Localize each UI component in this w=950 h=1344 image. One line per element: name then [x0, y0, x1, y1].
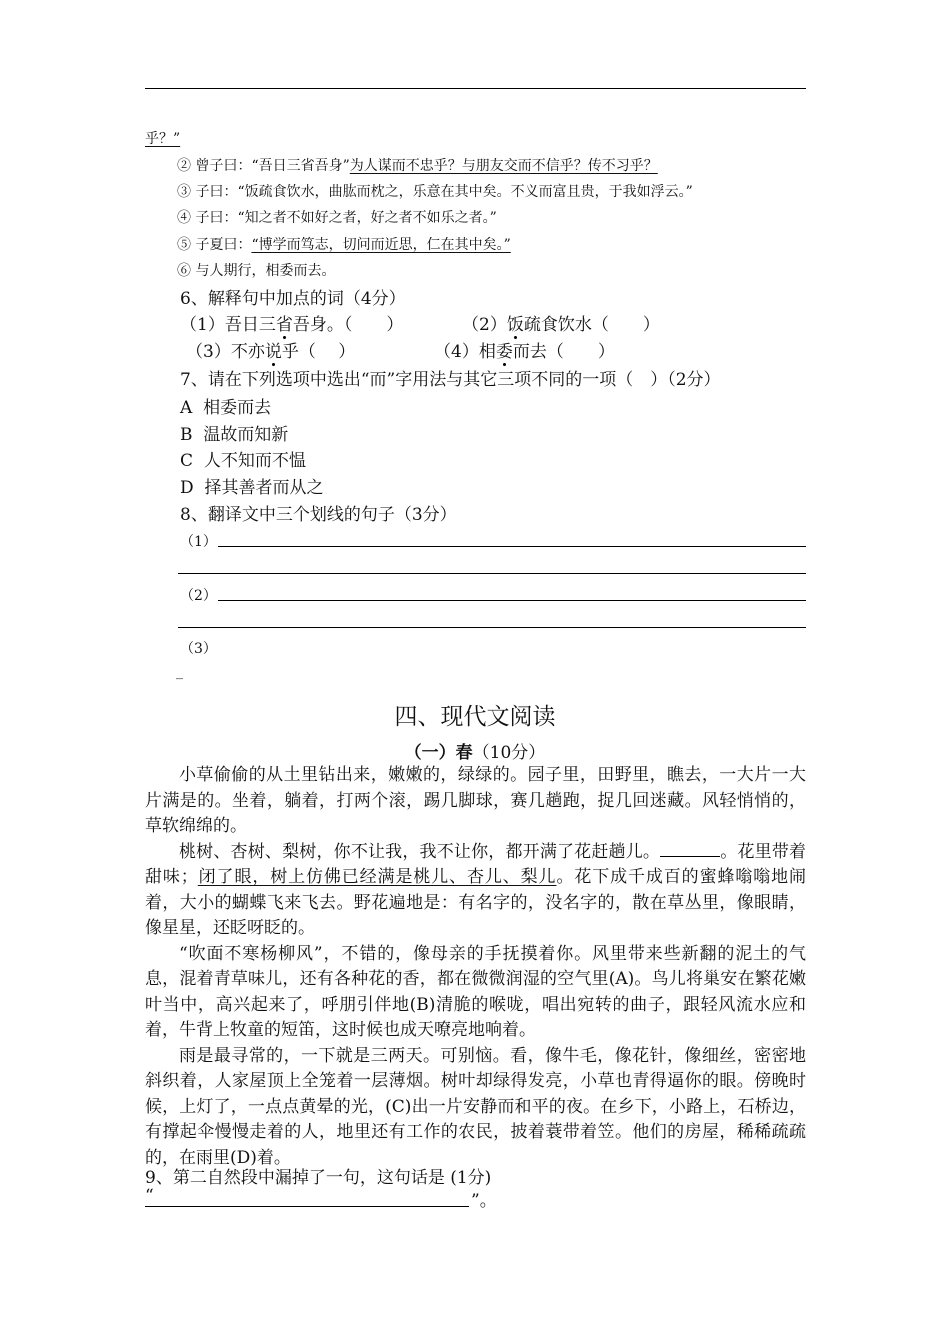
q6-item-3 [186, 337, 355, 362]
q7-option-b[interactable] [180, 420, 288, 445]
q6-text: （3）不亦 [186, 342, 265, 362]
q8-label-2: （2） [180, 588, 217, 604]
quote-num: ② [177, 158, 191, 174]
header-rule [145, 88, 806, 89]
quote-5 [177, 234, 511, 254]
q7-option-d[interactable] [180, 473, 323, 498]
q6-text: 疏食饮水（ ） [523, 315, 660, 335]
quote-num: ③ [177, 184, 191, 200]
q6-text: 吾身。（ ） [292, 315, 404, 335]
underlined-sentence: “博学而笃志，切问而近思，仁在其中矣。” [251, 237, 511, 253]
quote-text: 与人期行，相委而去。 [195, 263, 336, 279]
q9-title: 9、第二自然段中漏掉了一句，这句话是 (1分) [145, 1168, 492, 1188]
paragraph-text: 桃树、杏树、梨树，你不让我，我不让你，都开满了花赶趟儿。 [179, 841, 661, 862]
q7-option-a[interactable] [180, 393, 271, 418]
quote-4 [177, 207, 497, 227]
paragraph-text: 。花下成千成百的蜜蜂嗡嗡地闹着，大小的蝴蝶飞来飞去。野花遍地是：有名字的，没名字的，散在草丛里，像眼睛，像星星，还眨呀眨的。 [145, 867, 807, 938]
option-letter: C [180, 451, 194, 471]
q6-item-4 [434, 337, 615, 362]
option-letter: D [180, 478, 194, 498]
quote-num: ⑤ [177, 237, 191, 253]
q8-label-1: （1） [180, 534, 217, 550]
paragraph-1: 小草偷偷的从土里钻出来，嫩嫩的，绿绿的。园子里，田野里，瞧去，一大片一大片满是的。坐着，躺着，打两个滚，踢几脚球，赛几趟跑，捉几回迷藏。风轻悄悄的，草软绵绵的。 [145, 765, 806, 836]
option-text: 人不知而不愠 [203, 451, 306, 471]
option-text: 相委而去 [203, 398, 272, 418]
q6-text: （2） [462, 315, 507, 335]
quote-text: 子夏曰： [195, 237, 252, 253]
q8-label-3: （3） [180, 641, 217, 657]
missing-sentence-blank[interactable] [660, 842, 720, 857]
q6-title: 6、解释句中加点的词（4分） [180, 289, 406, 309]
paragraph-4: 雨是最寻常的，一下就是三两天。可别恼。看，像牛毛，像花针，像细丝，密密地斜织着，人家屋顶上全笼着一层薄烟。树叶却绿得发亮，小草也青得逼你的眼。傍晚时候，上灯了，一点点黄晕的光，(C)出一片安静而和平的夜。在乡下，小路上，石桥边，有撑起伞慢慢走着的人，地里还有工作的农民，披着蓑带着笠。他们的房屋，稀稀疏疏的，在雨里(D)着。 [145, 1045, 806, 1168]
continued-text: 乎？” [145, 131, 181, 147]
subtitle-bold: （一）春 [404, 743, 473, 763]
option-text: 择其善者而从之 [204, 478, 324, 498]
quote-num: ④ [177, 210, 191, 226]
paragraph-2 [145, 840, 806, 942]
quote-text: 子曰：“知之者不如好之者，好之者不如乐之者。” [195, 210, 497, 226]
passage [145, 763, 806, 1171]
q6-item-2 [462, 310, 660, 335]
paragraph-3: “吹面不寒杨柳风”，不错的，像母亲的手抚摸着你。风里带来些新翻的泥土的气息，混着青草味儿，还有各种花的香，都在微微润湿的空气里(A)。鸟儿将巢安在繁花嫩叶当中，高兴起来了，呼朋引伴地(B)清脆的喉咙，唱出宛转的曲子，跟轻风流水应和着，牛背上牧童的短笛，这时候也成天嘹亮地响着。 [145, 943, 806, 1040]
q8-title: 8、翻译文中三个划线的句子（3分） [180, 505, 457, 525]
option-text: 温故而知新 [203, 425, 289, 445]
quote-6 [177, 260, 335, 280]
quote-2 [177, 155, 658, 175]
underlined-sentence: 为人谋而不忠乎？与朋友交而不信乎？传不习乎？ [349, 158, 658, 174]
dotted-word: 委 [495, 342, 513, 362]
answer-line[interactable] [178, 573, 806, 574]
q6-text: （4）相 [434, 342, 496, 362]
q6-text: （1）吾日三 [180, 315, 276, 335]
dotted-word: 省 [275, 315, 293, 335]
underlined-sentence: 闭了眼，树上仿佛已经满是桃儿、杏儿、梨儿 [197, 867, 557, 887]
q9-open-quote: “ [145, 1186, 154, 1206]
option-letter: A [180, 398, 193, 418]
dotted-word: 说 [264, 342, 282, 362]
q9-answer-line[interactable] [145, 1206, 469, 1207]
q7-option-c[interactable] [180, 446, 306, 471]
q7-title: 7、请在下列选项中选出“而”字用法与其它三项不同的一项（ ）（2分） [180, 370, 721, 390]
q9-close-quote: ”。 [471, 1191, 497, 1211]
quote-text: 子曰：“饭疏食饮水，曲肱而枕之，乐意在其中矣。不义而富且贵，于我如浮云。” [195, 184, 693, 200]
answer-line[interactable] [218, 546, 806, 547]
quote-text: 曾子曰：“吾日三省吾身” [195, 158, 350, 174]
answer-line[interactable] [218, 600, 806, 601]
option-letter: B [180, 425, 193, 445]
q6-text: 而去（ ） [512, 342, 615, 362]
subtitle-score: （10分） [472, 743, 546, 763]
quote-num: ⑥ [177, 263, 191, 279]
q6-text: 乎（ ） [281, 342, 356, 362]
dotted-word: 饭 [506, 315, 524, 335]
stray-mark: _ [176, 664, 183, 680]
answer-line[interactable] [178, 627, 806, 628]
section-title: 四、现代文阅读 [394, 704, 556, 730]
section-subtitle [0, 738, 950, 763]
paragraph-text: 。花里带着甜味； [145, 841, 807, 887]
quote-3 [177, 181, 693, 201]
q6-item-1 [180, 310, 403, 335]
